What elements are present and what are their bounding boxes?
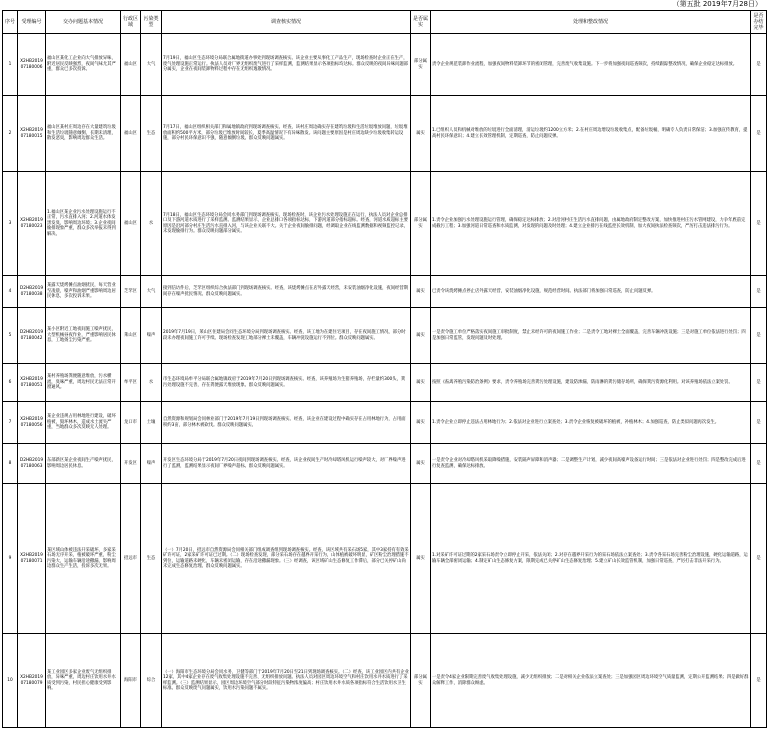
row-true: 部分属实 <box>411 634 431 728</box>
row-region: 海阳市 <box>121 634 141 728</box>
row-survey: 2019年7月19日，莱山区住建局会同生态环境分局到现场调查核实。经查，该工地为在建住宅项目，存在夜间施工情况，部分时段未办理夜间施工许可手续。现场检查发现工地部分裸土未覆盖，车辆冲洗设施运行不到位。群众反映问题属实。 <box>162 308 411 364</box>
row-survey: 7月18日，福山区生态环境分局会同水务部门到现场调查核实。现场检查时，该企业污水处理设施正在运行，执法人员对企业总排口及下游河道水质进行了采样监测。监测结果显示，企业总排口各项指标达标，下游河道部分指标超标。经查，河道水质超标主要原因是沿河部分村庄生活污水直排入河，与该企业关联不大。关于企业夜间偷排问题，经调取企业在线监测数据和视频监控记录，未发现偷排行为。群众反映问题部分属实。 <box>162 172 411 276</box>
table-row <box>3 276 767 308</box>
row-region: 招远市 <box>121 484 141 634</box>
row-done: 是 <box>751 634 767 728</box>
table-row <box>3 172 767 276</box>
row-survey: 市生态环境局牟平分局联合属地镇政府于2019年7月20日到现场调查核实。经查，该养殖场为生猪养殖场，存栏量约300头，粪污处理设施不完善，存在粪便露天堆放现象。群众反映问题属实。 <box>162 364 411 402</box>
header-handling: 处理和整改情况 <box>431 11 751 34</box>
row-survey: 7月17日，福山区组织相关部门和属地镇政府到现场调查核实。经查，该村庄周边确实存在建筑垃圾和生活垃圾堆放问题，垃圾堆放面积约500平方米，部分垃圾已堆放时间较长，夏季高温情况下有异味散发。该问题主要原因是村庄周边缺少垃圾收集转运设施，部分村民环保意识不强，随意倾倒垃圾。群众反映问题属实。 <box>162 96 411 172</box>
row-id: D2HB201907180042 <box>18 308 46 364</box>
row-no: 7 <box>3 402 18 444</box>
row-type: 土壤 <box>141 402 162 444</box>
row-survey: （一）7月20日，招远市自然资源局会同相关部门组成调查组到现场调查核实。经查，该区域共有采石场5家，其中3家持有有效采矿许可证，2家采矿许可证已过期。（二）现场检查发现，部分采石场存在越界开采行为，山体植被破坏明显，矿区粉尘治理措施不到位，运输道路未硬化，车辆未密闭运输，存在沿途撒漏现象。（三）经调查，该区域矿山生态修复工作滞后，部分已关停矿山尚未完成生态修复治理。群众反映问题属实。 <box>162 484 411 634</box>
row-no: 1 <box>3 34 18 96</box>
row-no: 8 <box>3 444 18 484</box>
row-done: 是 <box>751 444 767 484</box>
row-type: 生态 <box>141 484 162 634</box>
row-type: 噪声 <box>141 444 162 484</box>
row-type: 生态 <box>141 96 162 172</box>
batch-note: （第五批 2019年7月28日） <box>672 0 762 8</box>
row-type: 综合 <box>141 634 162 728</box>
row-region: 芝罘区 <box>121 276 141 308</box>
row-done: 是 <box>751 172 767 276</box>
header-region: 行政区域 <box>121 11 141 34</box>
row-done: 是 <box>751 484 767 634</box>
table-row <box>3 484 767 634</box>
table-row <box>3 34 767 96</box>
row-survey: 开发区生态环境分局于2019年7月20日夜间到现场调查核实。经查，该企业夜间生产时冷却塔风机运行噪声较大，对厂界噪声进行了监测，监测结果显示夜间厂界噪声超标。群众反映问题属实。 <box>162 444 411 484</box>
row-issue: 东部新区某企业夜间生产噪声扰民，影响周边居民休息。 <box>46 444 121 484</box>
row-handling: 1.对采矿许可证过期的2家采石场责令立即停止开采，依法关闭；2.对存在越界开采行为的采石场依法立案查处；3.责令各采石场完善粉尘治理设施，硬化运输道路，运输车辆全部密闭运输；4.制定矿山生态修复方案，限期完成已关停矿山生态修复治理；5.建立矿山长效监管机制，加强日常巡查，严厉打击非法开采行为。 <box>431 484 751 634</box>
row-id: X2HB201907180071 <box>18 484 46 634</box>
row-issue: 1.福山区某企业污水处理设施运行不正常，污水直排入河；2.河道水体发黑发臭，影响周边环境；3.企业夜间偷排现象严重，群众多次举报未得到解决。 <box>46 172 121 276</box>
row-survey: 接到信访件后，芝罘区组织综合执法部门到现场调查核实。经查，该烧烤摊点在店外露天经营，未安装油烟净化设施，夜间经营期间存在噪声扰民情况。群众反映问题属实。 <box>162 276 411 308</box>
row-id: X2HB201907180056 <box>18 402 46 444</box>
row-type: 大气 <box>141 34 162 96</box>
table-row <box>3 364 767 402</box>
row-handling: 一是责令施工单位严格落实夜间施工审批制度，禁止未经许可的夜间施工作业；二是责令工地对裸土全面覆盖，完善车辆冲洗设施；三是对施工单位依法进行处罚；四是加强日常监管，发现问题及时处理。 <box>431 308 751 364</box>
header-survey: 调查核实情况 <box>162 11 411 34</box>
row-true: 部分属实 <box>411 172 431 276</box>
table-row <box>3 634 767 728</box>
case-table <box>2 10 767 728</box>
row-done: 是 <box>751 34 767 96</box>
row-id: X2HB201907180079 <box>18 634 46 728</box>
row-handling: 1.已组织人员和机械对堆放的垃圾进行全面清理，清运垃圾约1200立方米；2.在村庄周边增设垃圾收集点，配备垃圾桶，明确专人负责日常保洁；3.加强宣传教育，提高村民环保意识；4.建立长效管理机制，定期巡查，防止问题反弹。 <box>431 96 751 172</box>
row-handling: 一是责令4家企业限期完善废气收集处理设施，减少无组织排放；二是对相关企业依法立案查处；三是加强园区周边环境空气质量监测，定期公开监测结果；四是做好群众解释工作，消除群众顾虑。 <box>431 634 751 728</box>
row-survey: 7月19日，福山区生态环境分局联合属地街道办事处到现场调查核实。该企业主要从事化工产品生产，现场检查时企业正在生产，废气处理设施正常运行。执法人员对厂界无组织废气进行了采样监测，监测结果显示各项指标均达标。群众反映的夜间异味问题部分属实，企业在夜间装卸物料过程中存在无组织逸散情况。 <box>162 34 411 96</box>
row-id: X2HB201907180015 <box>18 96 46 172</box>
row-no: 5 <box>3 308 18 364</box>
row-issue: 某企业违规占用林地进行建设，破坏植被，毁坏林木，造成水土流失严重，当地群众多次反映无人处理。 <box>46 402 121 444</box>
row-region: 牟平区 <box>121 364 141 402</box>
table-row <box>3 308 767 364</box>
row-survey: （一）海阳市生态环境分局会同水务、卫健等部门于2019年7月20日至21日到现场调查核实。（二）经查，该工业园区内共有企业12家，其中4家企业存在废气收集处理设施不完善、无组织排放问题。执法人员对园区周边环境空气和村庄饮用水井水质进行了采样监测。（三）监测结果显示，园区周边环境空气部分时段特征污染物浓度偏高；村庄饮用水井水质各项指标符合生活饮用水卫生标准。群众反映废气问题属实，饮用水污染问题不属实。 <box>162 634 411 728</box>
row-issue: 福山区某化工企业向大气排放异味，附近居民反映强烈，夜间气味尤其严重，群众已多次投诉。 <box>46 34 121 96</box>
row-true: 属实 <box>411 364 431 402</box>
row-type: 大气 <box>141 276 162 308</box>
table-row <box>3 402 767 444</box>
row-issue: 福山区某村庄周边存在大量建筑垃圾和生活垃圾随意倾倒，长期未清理，散发恶臭，影响周边群众生活。 <box>46 96 121 172</box>
row-handling: 1.责令企业立即停止违法占用林地行为；2.依法对企业进行立案查处；3.责令企业恢复被破坏的植被，补植林木；4.加强巡查，防止类似问题再次发生。 <box>431 402 751 444</box>
row-no: 4 <box>3 276 18 308</box>
row-issue: 某村养殖场粪便随意堆放，污水横流，臭味严重，周边村民无法正常开窗通风。 <box>46 364 121 402</box>
row-done: 是 <box>751 402 767 444</box>
header-done: 是否办结完毕 <box>751 11 767 34</box>
row-true: 属实 <box>411 96 431 172</box>
row-issue: 某小区附近工地夜间施工噪声扰民，大型机械昼夜作业，严重影响居民休息，工地扬尘污染严重。 <box>46 308 121 364</box>
row-handling: 责令企业规范装卸作业流程，加强夜间物料装卸环节的密闭管理，完善废气收集设施。下一步将加强夜间巡查频次，持续跟踪整改情况，确保企业稳定达标排放。 <box>431 34 751 96</box>
row-handling: 已责令该烧烤摊点停止店外露天经营，安装油烟净化设施，规范经营时间。执法部门将加强日常巡查，防止问题反弹。 <box>431 276 751 308</box>
row-no: 2 <box>3 96 18 172</box>
header-no: 序号 <box>3 11 18 34</box>
row-done: 是 <box>751 364 767 402</box>
table-row <box>3 444 767 484</box>
row-true: 属实 <box>411 276 431 308</box>
row-true: 属实 <box>411 308 431 364</box>
row-handling: 按照《畜禽养殖污染防治条例》要求，责令养殖场完善粪污处理设施，建设防渗漏、防雨淋的粪污储存场所，确保粪污资源化利用。对该养殖场依法立案处罚。 <box>431 364 751 402</box>
row-no: 9 <box>3 484 18 634</box>
row-region: 开发区 <box>121 444 141 484</box>
row-id: X2HB201907180051 <box>18 364 46 402</box>
header-type: 污染类型 <box>141 11 162 34</box>
row-done: 是 <box>751 308 767 364</box>
row-type: 噪声 <box>141 308 162 364</box>
row-no: 3 <box>3 172 18 276</box>
row-id: D2HB201907180063 <box>18 444 46 484</box>
row-issue: 某露天烧烤摊点油烟扰民，每天营业至凌晨，噪声和油烟严重影响周边居民休息，多次投诉未果。 <box>46 276 121 308</box>
row-no: 10 <box>3 634 18 728</box>
row-type: 水 <box>141 364 162 402</box>
row-handling: 1.责令企业加强污水处理设施运行管理，确保稳定达标排放；2.对沿河村庄生活污水直排问题，由属地政府制定整改方案，加快推进村庄污水管网建设，力争年底前完成截污工程；3.加强河道日常巡查和水质监测，对发现的问题及时处理；4.建立企业排污在线监控长效机制，加大夜间执法检查频次，严厉打击违法排污行为。 <box>431 172 751 276</box>
header-id: 受理编号 <box>18 11 46 34</box>
row-issue: 某区域山体被违法开采破坏，多家采石场无序开采，植被破坏严重，粉尘污染大，运输车辆沿途撒漏，影响周边群众生产生活，投诉多次无果。 <box>46 484 121 634</box>
row-true: 属实 <box>411 444 431 484</box>
row-id: D2HB201907180038 <box>18 276 46 308</box>
row-region: 龙口市 <box>121 402 141 444</box>
header-true: 是否属实 <box>411 11 431 34</box>
row-survey: 自然资源和规划局会同林业部门于2019年7月19日到现场调查核实。经查，该企业在建设过程中确实存在占用林地行为，占用面积约3亩，部分林木被砍伐。群众反映问题属实。 <box>162 402 411 444</box>
row-region: 福山区 <box>121 34 141 96</box>
row-region: 福山区 <box>121 96 141 172</box>
row-id: X2HB201907180023 <box>18 172 46 276</box>
row-true: 属实 <box>411 484 431 634</box>
row-region: 莱山区 <box>121 308 141 364</box>
row-handling: 一是责令企业对冷却塔风机采取降噪措施，安装隔声屏障和消声器；二是调整生产计划，减少夜间高噪声设备运行时间；三是依法对企业进行处罚；四是整改完成后进行复查监测，确保达标排放。 <box>431 444 751 484</box>
row-no: 6 <box>3 364 18 402</box>
header-issue: 交办问题基本情况 <box>46 11 121 34</box>
row-region: 福山区 <box>121 172 141 276</box>
row-true: 部分属实 <box>411 34 431 96</box>
row-true: 属实 <box>411 402 431 444</box>
row-id: X2HB201907180006 <box>18 34 46 96</box>
row-type: 水 <box>141 172 162 276</box>
row-issue: 某工业园区多家企业废气无组织排放，异味严重，周边村庄饮用水井水质受到污染，村民担心健康受到影响。 <box>46 634 121 728</box>
header-row <box>3 11 767 34</box>
row-done: 是 <box>751 96 767 172</box>
table-row <box>3 96 767 172</box>
row-done: 是 <box>751 276 767 308</box>
